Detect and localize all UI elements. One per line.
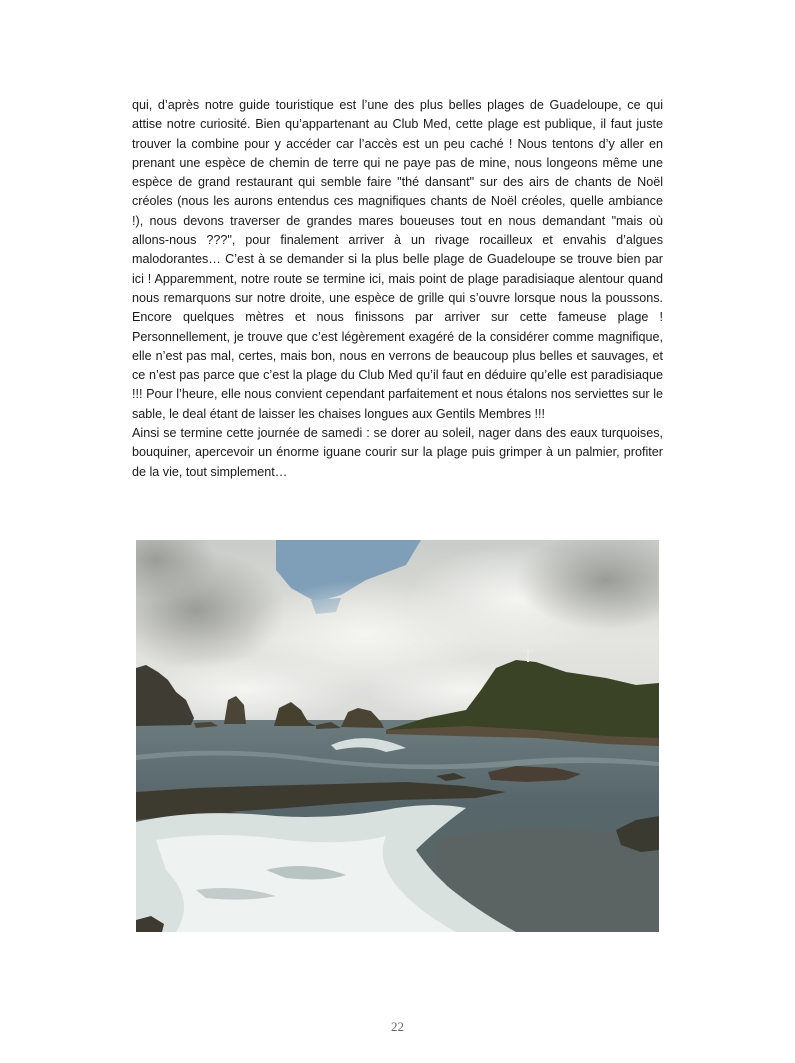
cross-beam xyxy=(523,650,533,652)
cross-post xyxy=(527,646,529,662)
paragraph-1: qui, d’après notre guide touristique est l’une des plus belles plages de Guadeloupe, ce qui attise notre curiosité. Bien qu’appartenant au Club Med, cette plage est publique, il faut juste trouver la combine pour y accéder car l’accès est un peu caché ! Nous tentons d’y aller en prenant une espèce de chemin de terre qui ne paye pas de mine, nous longeons même une espèce de grand restaurant qui semble faire "thé dansant" sur des airs de chants de Noël créoles (nous les aurons entendus ces magnifiques chants de Noël créoles, quelle ambiance !), nous devons traverser de grandes mares boueuses tout en nous demandant "mais où allons-nous ???", pour finalement arriver à un rivage rocailleux et envahis d’algues malodorantes… C’est à se demander si la plus belle plage de Guadeloupe se trouve bien par ici ! Apparemment, notre route se termine ici, mais point de plage paradisiaque alentour quand nous remarquons sur notre droite, une espèce de grille qui s’ouvre lorsque nous la poussons. Encore quelques mètres et nous finissons par arriver sur cette fameuse plage ! Personnellement, je trouve que c’est légèrement exagéré de la considérer comme magnifique, elle n’est pas mal, certes, mais bon, nous en verrons de beaucoup plus belles et sauvages, et ce n’est pas parce que c’est la plage du Club Med qu’il faut en déduire qu’elle est paradisiaque !!! Pour l’heure, elle nous convient cependant parfaitement et nous étalons nos serviettes sur le sable, le deal étant de laisser les chaises longues aux Gentils Membres !!! xyxy=(132,98,663,421)
coastline-photo-svg xyxy=(136,540,659,932)
page-number: 22 xyxy=(391,1019,404,1034)
body-text xyxy=(132,96,663,482)
paragraph-2: Ainsi se termine cette journée de samedi : se dorer au soleil, nager dans des eaux turquoises, bouquiner, apercevoir un énorme iguane courir sur la plage puis grimper à un palmier, profiter de la vie, tout simplement… xyxy=(132,426,663,479)
coastline-photo xyxy=(136,540,659,932)
